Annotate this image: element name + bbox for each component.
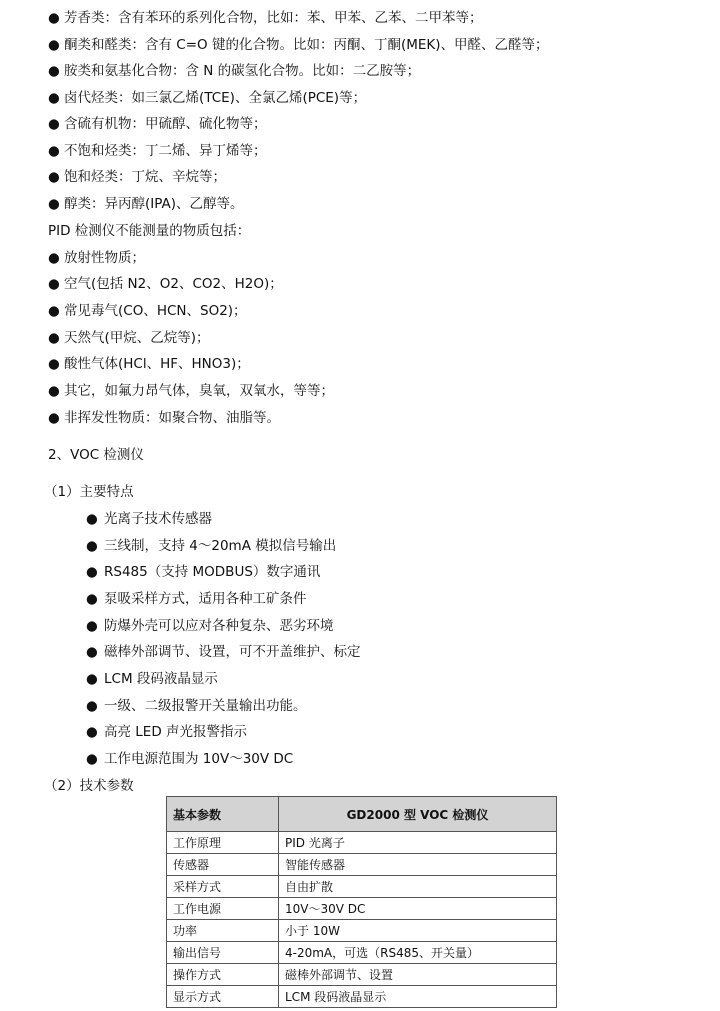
table-row <box>167 832 557 854</box>
bullet-icon: ● <box>48 196 60 212</box>
table-header-cell: GD2000 型 VOC 检测仪 <box>279 797 557 832</box>
bullet-icon: ● <box>48 10 60 26</box>
table-cell: 智能传感器 <box>279 854 557 876</box>
bullet-icon: ● <box>48 250 60 266</box>
bullet-icon: ● <box>86 591 98 607</box>
bullet-icon: ● <box>48 410 60 426</box>
table-row <box>167 854 557 876</box>
bullet-icon: ● <box>48 116 60 132</box>
table-header-row <box>167 797 557 832</box>
bullet-icon: ● <box>86 698 98 714</box>
subsection-heading-features: （1）主要特点 <box>44 484 134 500</box>
table-header-cell: 基本参数 <box>167 797 279 832</box>
table-cell: 操作方式 <box>167 964 279 986</box>
table-row <box>167 942 557 964</box>
bullet-icon: ● <box>48 90 60 106</box>
bullet-icon: ● <box>86 724 98 740</box>
bullet-icon: ● <box>48 276 60 292</box>
table-cell: 显示方式 <box>167 986 279 1008</box>
table-cell: 小于 10W <box>279 920 557 942</box>
table-row <box>167 986 557 1008</box>
table-cell: 工作电源 <box>167 898 279 920</box>
table-row <box>167 876 557 898</box>
bullet-icon: ● <box>86 511 98 527</box>
table-cell: 10V～30V DC <box>279 898 557 920</box>
table-cell: 工作原理 <box>167 832 279 854</box>
table-cell: 采样方式 <box>167 876 279 898</box>
table-cell: 功率 <box>167 920 279 942</box>
bullet-icon: ● <box>48 356 60 372</box>
table-row <box>167 898 557 920</box>
bullet-icon: ● <box>48 330 60 346</box>
table-cell: LCM 段码液晶显示 <box>279 986 557 1008</box>
table-cell: 自由扩散 <box>279 876 557 898</box>
table-cell: 4-20mA，可选（RS485、开关量） <box>279 942 557 964</box>
bullet-icon: ● <box>48 63 60 79</box>
bullet-icon: ● <box>86 618 98 634</box>
bullet-icon: ● <box>48 303 60 319</box>
document-page: ● 芳香类：含有苯环的系列化合物，比如：苯、甲苯、乙苯、二甲苯等； ● 酮类和醛类：含有 C=O 键的化合物。比如：丙酮、丁酮(MEK)、甲醛、乙醛等； ● 胺类和氨基化合物：含 N 的碳氢化合物。比如：二乙胺等； ● 卤代烃类：如三氯乙烯(TCE)、全氯乙烯(PCE)等； ● 含硫有机物：甲硫醇、硫化物等； ● 不饱和烃类：丁二烯、异丁烯等； ● 饱和烃类：丁烷、辛烷等； ● 醇类：异丙醇(IPA)、乙醇等。 PID 检测仪不能测量的物质包括： ● 放射性物质； ● 空气(包括 N2、O2、CO2、H2O)； ● 常见毒气(CO、HCN、SO2)； ● 天然气(甲烷、乙烷等)； ● 酸性气体(HCl、HF、HNO3)； ● 其它，如氟力昂气体，臭氧，双氧水，等等； ● 非挥发性物质：如聚合物、油脂等。 2、VOC 检测仪 （1）主要特点 ● 光离子技术传感器 ● 三线制，支持 4～20mA 模拟信号输出 ● RS485（支持 MODBUS）数字通讯 ● 泵吸采样方式，适用各种工矿条件 ● 防爆外壳可以应对各种复杂、恶劣环境 ● 磁棒外部调节、设置，可不开盖维护、标定 ● LCM 段码液晶显示 ● 一级、二级报警开关量输出功能。 ● 高亮 LED 声光报警指示 ● 工作电源范围为 10V～30V DC （2）技术参数 基本参数 GD2000 型 VOC 检测仪 工作原理 PID 光离子 传感器 智能传感器 采样方式 自由扩散 工作电源 10V～30V DC 功率 小于 10W 输出信号 4-20mA，可选（RS485、开关量） 操作方式 磁棒外部调节、设置 显示方式 LCM 段码液晶显示 <box>0 0 720 1011</box>
table-cell: 传感器 <box>167 854 279 876</box>
bullet-icon: ● <box>86 564 98 580</box>
bullet-icon: ● <box>48 143 60 159</box>
bullet-icon: ● <box>48 37 60 53</box>
bullet-icon: ● <box>86 671 98 687</box>
table-row <box>167 920 557 942</box>
spec-table <box>166 796 557 1008</box>
table-cell: PID 光离子 <box>279 832 557 854</box>
bullet-icon: ● <box>86 751 98 767</box>
bullet-icon: ● <box>86 644 98 660</box>
section-heading: 2、VOC 检测仪 <box>48 447 144 463</box>
paragraph-cannot-measure: PID 检测仪不能测量的物质包括： <box>48 223 251 239</box>
subsection-heading-specs: （2）技术参数 <box>44 778 134 794</box>
table-row <box>167 964 557 986</box>
table-cell: 输出信号 <box>167 942 279 964</box>
bullet-icon: ● <box>86 538 98 554</box>
table-cell: 磁棒外部调节、设置 <box>279 964 557 986</box>
bullet-icon: ● <box>48 383 60 399</box>
bullet-icon: ● <box>48 169 60 185</box>
